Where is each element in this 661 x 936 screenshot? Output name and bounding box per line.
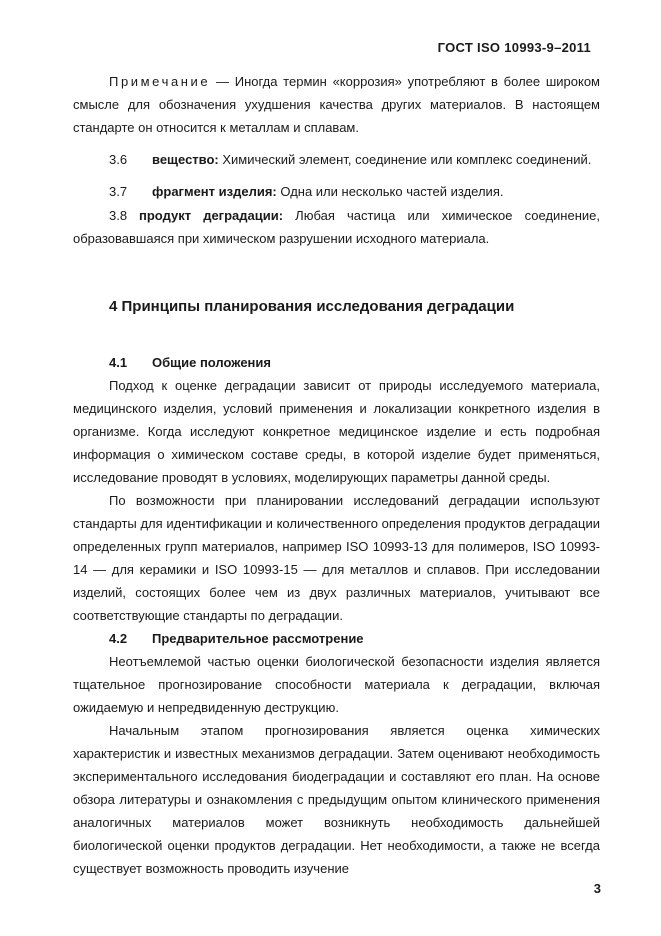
definition-term: вещество: <box>152 152 219 167</box>
definition-3-6 <box>73 148 600 171</box>
definition-number: 3.6 <box>109 152 128 167</box>
subsection-heading-4-2 <box>73 627 600 650</box>
section-heading: 4 Принципы планирования исследования деградации <box>109 298 515 315</box>
page-number: 3 <box>593 881 601 896</box>
note-paragraph <box>73 70 600 139</box>
definition-text: Одна или несколько частей изделия. <box>276 184 504 199</box>
definition-term: фрагмент изделия: <box>152 184 277 199</box>
definition-number: 3.8 <box>109 208 128 223</box>
definition-number: 3.7 <box>109 184 128 199</box>
note-label: Примечание <box>109 74 211 89</box>
standard-header: ГОСТ ISO 10993-9–2011 <box>437 40 591 55</box>
paragraph: Неотъемлемой частью оценки биологической безопасности изделия является тщательное прогнозирование способности материала к деградации, включая ожидаемую и непредвиденную деструкцию. <box>73 654 600 715</box>
section-body <box>73 351 600 880</box>
definition-text: Химический элемент, соединение или комплекс соединений. <box>218 152 592 167</box>
paragraph: По возможности при планировании исследований деградации используют стандарты для идентификации и количественного определения продуктов деградации определенных групп материалов, например ISO 10993-13 для полимеров, ISO 10993-14 — для керамики и ISO 10993-15 — для металлов и сплавов. При исследовании изделий, состоящих более чем из двух различных материалов, учитывают все соответствующие стандарты по деградации. <box>73 493 600 623</box>
definitions-block <box>73 70 600 250</box>
definition-3-7 <box>73 180 600 203</box>
subsection-heading-4-1 <box>73 351 600 374</box>
definition-3-8 <box>73 204 600 250</box>
subsection-number: 4.2 <box>109 631 128 646</box>
definition-term: продукт деградации: <box>139 208 284 223</box>
subsection-title: Предварительное рассмотрение <box>152 631 364 646</box>
paragraph: Начальным этапом прогнозирования является оценка химических характеристик и известных механизмов деградации. Затем оценивают необходимость экспериментального исследования биодеградации и составляют его план. На основе обзора литературы и ознакомления с предыдущим опытом клинического применения аналогичных материалов может возникнуть необходимость дальнейшей биологической оценки продуктов деградации. Нет необходимости, а также не всегда существует возможность проводить изучение <box>73 723 600 876</box>
subsection-title: Общие положения <box>152 355 271 370</box>
subsection-number: 4.1 <box>109 355 128 370</box>
paragraph: Подход к оценке деградации зависит от природы исследуемого материала, медицинского изделия, условий применения и локализации конкретного изделия в организме. Когда исследуют конкретное медицинское изделие и есть подробная информация о химическом составе среды, в которой изделие будет применяться, исследование проводят в условиях, моделирующих параметры данной среды. <box>73 378 600 485</box>
definition-text: Любая частица или химическое соединение, образовавшаяся при химическом разрушении исходного материала. <box>73 208 600 246</box>
note-text: — Иногда термин «коррозия» употребляют в более широком смысле для обозначения ухудшения качества других материалов. В настоящем стандарте он относится к металлам и сплавам. <box>73 74 600 135</box>
